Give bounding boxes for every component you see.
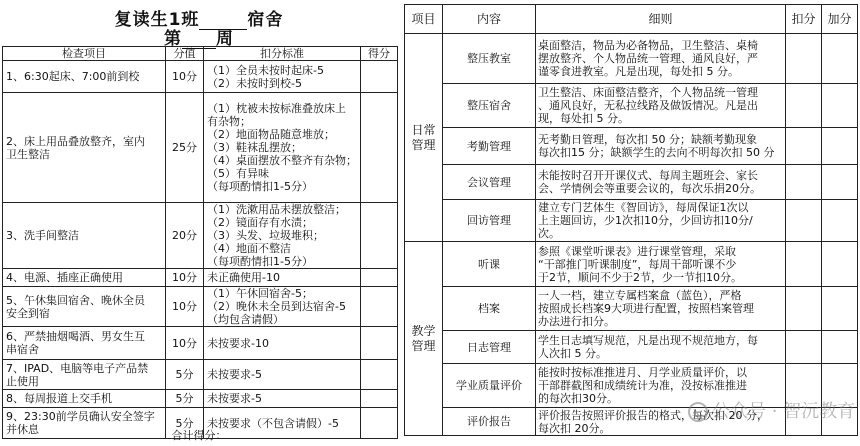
- content-item: 会议管理: [443, 165, 536, 200]
- rule-detail: [536, 34, 786, 84]
- criteria-line: 有杂物；: [207, 115, 251, 128]
- add-input-cell[interactable]: [822, 34, 858, 84]
- criteria-line: （4）地面不整洁: [207, 242, 291, 255]
- deduction-criteria: [204, 287, 361, 327]
- check-item-line: 3、洗手间整洁: [6, 229, 79, 242]
- content-item: 听课: [443, 242, 536, 287]
- criteria-line: （1）全员未按时起床-5: [207, 63, 324, 77]
- score-input-cell[interactable]: [361, 287, 398, 327]
- criteria-line: 未按要求（不包含请假）-5: [207, 416, 339, 430]
- check-item-line: 7、IPAD、电脑等电子产品禁: [6, 361, 149, 375]
- table-row: [405, 84, 858, 128]
- check-item-line: 止使用: [6, 374, 39, 388]
- table-row: [405, 287, 858, 331]
- deduction-criteria: [204, 327, 361, 360]
- criteria-line: （5）有异味: [207, 167, 269, 180]
- table-row: [3, 390, 398, 408]
- score-value: 5分: [166, 408, 204, 439]
- content-item: 整压宿舍: [443, 84, 536, 128]
- criteria-line: 未正确使用-10: [207, 271, 280, 284]
- deduct-input-cell[interactable]: [786, 128, 822, 165]
- table-row: [405, 165, 858, 200]
- criteria-line: 未按要求-10: [207, 336, 269, 350]
- add-input-cell[interactable]: [822, 84, 858, 128]
- check-item-line: 4、电源、插座正确使用: [6, 271, 123, 284]
- table-row: [405, 34, 858, 84]
- header-item: 检查项目: [3, 47, 166, 61]
- check-item: [3, 203, 166, 269]
- check-item-line: 6、严禁抽烟喝酒、男女生互: [6, 330, 145, 343]
- criteria-line: （1）枕被未按标准叠放床上: [207, 102, 346, 115]
- rule-detail: [536, 84, 786, 128]
- rule-detail: [536, 200, 786, 242]
- total-score-label: 合计得分：: [171, 429, 227, 442]
- criteria-line: 未按要求-5: [207, 368, 262, 381]
- deduction-criteria: [204, 269, 361, 287]
- criteria-line: （每项酌情扣1-5分）: [207, 255, 313, 268]
- week-suffix: 周: [216, 29, 234, 49]
- rule-line: 现，每处扣 5 分。: [538, 112, 629, 125]
- check-item: [3, 390, 166, 408]
- score-input-cell[interactable]: [361, 269, 398, 287]
- deduction-criteria: [204, 203, 361, 269]
- table-row: [3, 327, 398, 360]
- deduct-input-cell[interactable]: [786, 84, 822, 128]
- category-cell: [405, 34, 443, 242]
- deduct-input-cell[interactable]: [786, 34, 822, 84]
- criteria-line: （2）未按时到校-5: [207, 76, 302, 90]
- check-item: [3, 287, 166, 327]
- table-row: [405, 128, 858, 165]
- management-table: [404, 4, 858, 436]
- deduct-input-cell[interactable]: [786, 165, 822, 200]
- content-item: 考勤管理: [443, 128, 536, 165]
- header-deduct: 扣分: [786, 5, 822, 34]
- title-dorm: 宿舍: [247, 10, 284, 30]
- category-cell: [405, 242, 443, 436]
- check-item-line: 卫生整洁: [6, 147, 50, 161]
- header-project: 项目: [405, 5, 443, 34]
- check-item-line: 串宿舍: [6, 343, 39, 356]
- check-item-line: 1、6:30起床、7:00前到校: [6, 70, 140, 83]
- rule-line: 桌面整洁，物品为必备物品，卫生整洁、桌椅: [538, 39, 758, 52]
- header-add: 加分: [822, 5, 858, 34]
- rule-line: 的每次扣30分。: [538, 392, 618, 405]
- rule-detail: [536, 128, 786, 165]
- score-value: 10分: [166, 327, 204, 360]
- deduction-criteria: [204, 360, 361, 390]
- category-name: 日常管理: [411, 122, 436, 152]
- table-row: [3, 203, 398, 269]
- score-value: 10分: [166, 287, 204, 327]
- criteria-line: （1）洗漱用品未摆放整洁；: [207, 203, 346, 216]
- table-row: [405, 200, 858, 242]
- header-rules: 细则: [536, 5, 786, 34]
- score-input-cell[interactable]: [361, 327, 398, 360]
- rule-line: 摆放整齐、个人物品统一管理、通风良好，严: [538, 52, 758, 65]
- add-input-cell[interactable]: [822, 287, 858, 331]
- check-item-line: 9、23:30前学员确认安全签字: [6, 410, 155, 423]
- check-item: [3, 360, 166, 390]
- rule-line: 未能按时召开开课仪式、每周主题班会、家长: [538, 169, 758, 182]
- rule-detail: [536, 331, 786, 364]
- score-value: 5分: [166, 390, 204, 408]
- header-got: 得分: [361, 47, 398, 61]
- rule-line: 办法进行扣分。: [538, 315, 615, 328]
- rule-line: 能按时按标准推进月、月学业质量评价，以: [538, 366, 747, 379]
- score-input-cell[interactable]: [361, 93, 398, 203]
- title-class: 复读生1班: [114, 10, 200, 30]
- table-row: [3, 269, 398, 287]
- rule-line: 谨零食进教室。凡是出现，每处扣 5 分。: [538, 65, 739, 78]
- check-item-line: 并休息: [6, 423, 39, 436]
- check-table: [2, 46, 398, 439]
- criteria-line: （2）晚休未全员到达宿舍-5: [207, 300, 346, 313]
- criteria-line: （3）鞋袜乱摆放；: [207, 141, 302, 154]
- criteria-line: （2）镜面存有水渍；: [207, 216, 313, 229]
- check-item: [3, 93, 166, 203]
- content-item: 档案: [443, 287, 536, 331]
- table-row: [3, 61, 398, 93]
- rule-detail: [536, 242, 786, 287]
- deduct-input-cell[interactable]: [786, 287, 822, 331]
- rule-line: 卫生整洁、床面整洁整齐，个人物品统一管理: [538, 86, 758, 99]
- rule-line: 评价报告按照评价报告的格式，每次扣 20 分，: [538, 408, 768, 422]
- table-row: [405, 242, 858, 287]
- rule-line: 每次扣 20分。: [538, 421, 611, 435]
- rule-line: 每次扣15 分；缺额学生的去向不明每次扣 50 分: [538, 146, 775, 159]
- rule-line: 学生日志填写规范，凡是出现不规范地方，每: [538, 334, 758, 347]
- dorm-check-sheet: [0, 0, 398, 446]
- criteria-line: 未按要求-5: [207, 392, 262, 405]
- management-table-header: [405, 5, 858, 34]
- rule-line: 按照成长档案9大项进行配置，按照档案管理: [538, 302, 754, 315]
- score-value: 10分: [166, 61, 204, 93]
- table-row: [3, 93, 398, 203]
- rule-line: 干部群截图和成绩统计为准，没按标准推进: [538, 379, 747, 392]
- score-value: 5分: [166, 360, 204, 390]
- add-input-cell[interactable]: [822, 165, 858, 200]
- check-item: [3, 61, 166, 93]
- header-content: 内容: [443, 5, 536, 34]
- score-value: 20分: [166, 203, 204, 269]
- criteria-line: （1）午休回宿舍-5；: [207, 287, 313, 300]
- score-input-cell[interactable]: [361, 390, 398, 408]
- rule-detail: [536, 287, 786, 331]
- week-prefix: 第: [164, 29, 182, 49]
- criteria-line: （均包含请假）: [207, 313, 284, 326]
- table-row: [3, 287, 398, 327]
- score-input-cell[interactable]: [361, 61, 398, 93]
- deduction-criteria: [204, 390, 361, 408]
- rule-line: 建立专门艺体生《智回访》，每周保证1次以: [538, 201, 749, 214]
- rule-line: 无考勤日管理，每次扣 50 分；缺额考勤现象: [538, 133, 757, 146]
- deduction-criteria: [204, 93, 361, 203]
- table-row: [405, 331, 858, 364]
- header-criteria: 扣分标准: [204, 47, 361, 61]
- content-item: 评价报告: [443, 408, 536, 436]
- content-item: 整压教室: [443, 34, 536, 84]
- score-input-cell[interactable]: [361, 360, 398, 390]
- check-item-line: 5、午休集回宿舍、晚休全员: [6, 293, 145, 307]
- rule-detail: [536, 165, 786, 200]
- rule-line: 一人一档，建立专属档案盒（蓝色），严格: [538, 289, 742, 302]
- rule-line: 于2节，顺问不少于2节，少一节扣10分。: [538, 270, 742, 284]
- rule-line: 上主题回访，少1次扣10分，少回访扣10分/: [538, 214, 753, 227]
- rule-line: 次。: [538, 227, 560, 240]
- content-item: 学业质量评价: [443, 364, 536, 408]
- criteria-line: （4）桌面摆放不整齐有杂物；: [207, 154, 357, 167]
- rule-line: 人次扣 5 分。: [538, 347, 607, 360]
- rule-line: 、通风良好，无私拉线路及做饭情况。凡是出: [538, 99, 758, 112]
- table-row: [3, 360, 398, 390]
- header-score: 分值: [166, 47, 204, 61]
- criteria-line: （2）地面物品随意堆放；: [207, 128, 335, 141]
- check-item: [3, 327, 166, 360]
- deduction-criteria: [204, 61, 361, 93]
- rule-line: 会、学情例会等重要会议的，每次乐捐20分。: [538, 182, 761, 195]
- criteria-line: （每项酌情扣1-5分）: [207, 180, 313, 193]
- score-input-cell[interactable]: [361, 203, 398, 269]
- deduct-input-cell[interactable]: [786, 200, 822, 242]
- score-value: 10分: [166, 269, 204, 287]
- wechat-icon: [688, 402, 708, 422]
- add-input-cell[interactable]: [822, 331, 858, 364]
- watermark: [688, 397, 855, 423]
- check-item-line: 安全到宿: [6, 306, 50, 320]
- content-item: 回访管理: [443, 200, 536, 242]
- deduct-input-cell[interactable]: [786, 331, 822, 364]
- content-item: 日志管理: [443, 331, 536, 364]
- watermark-text: 公众号 · 智沅教育: [712, 401, 856, 422]
- add-input-cell[interactable]: [822, 128, 858, 165]
- category-name: 教学管理: [411, 323, 436, 353]
- check-item-line: 8、每周报道上交手机: [6, 392, 112, 405]
- check-item: [3, 269, 166, 287]
- deduct-input-cell[interactable]: [786, 242, 822, 287]
- rule-line: 参照《课堂听课表》进行课堂管理，采取: [538, 244, 736, 258]
- add-input-cell[interactable]: [822, 242, 858, 287]
- score-value: 25分: [166, 93, 204, 203]
- check-item-line: 2、床上用品叠放整齐，室内: [6, 134, 145, 148]
- rule-line: “干部推门听课制度”，每周干部听课不少: [538, 257, 737, 271]
- check-table-header: [3, 47, 398, 61]
- criteria-line: （3）头发、垃圾堆积；: [207, 229, 324, 242]
- add-input-cell[interactable]: [822, 200, 858, 242]
